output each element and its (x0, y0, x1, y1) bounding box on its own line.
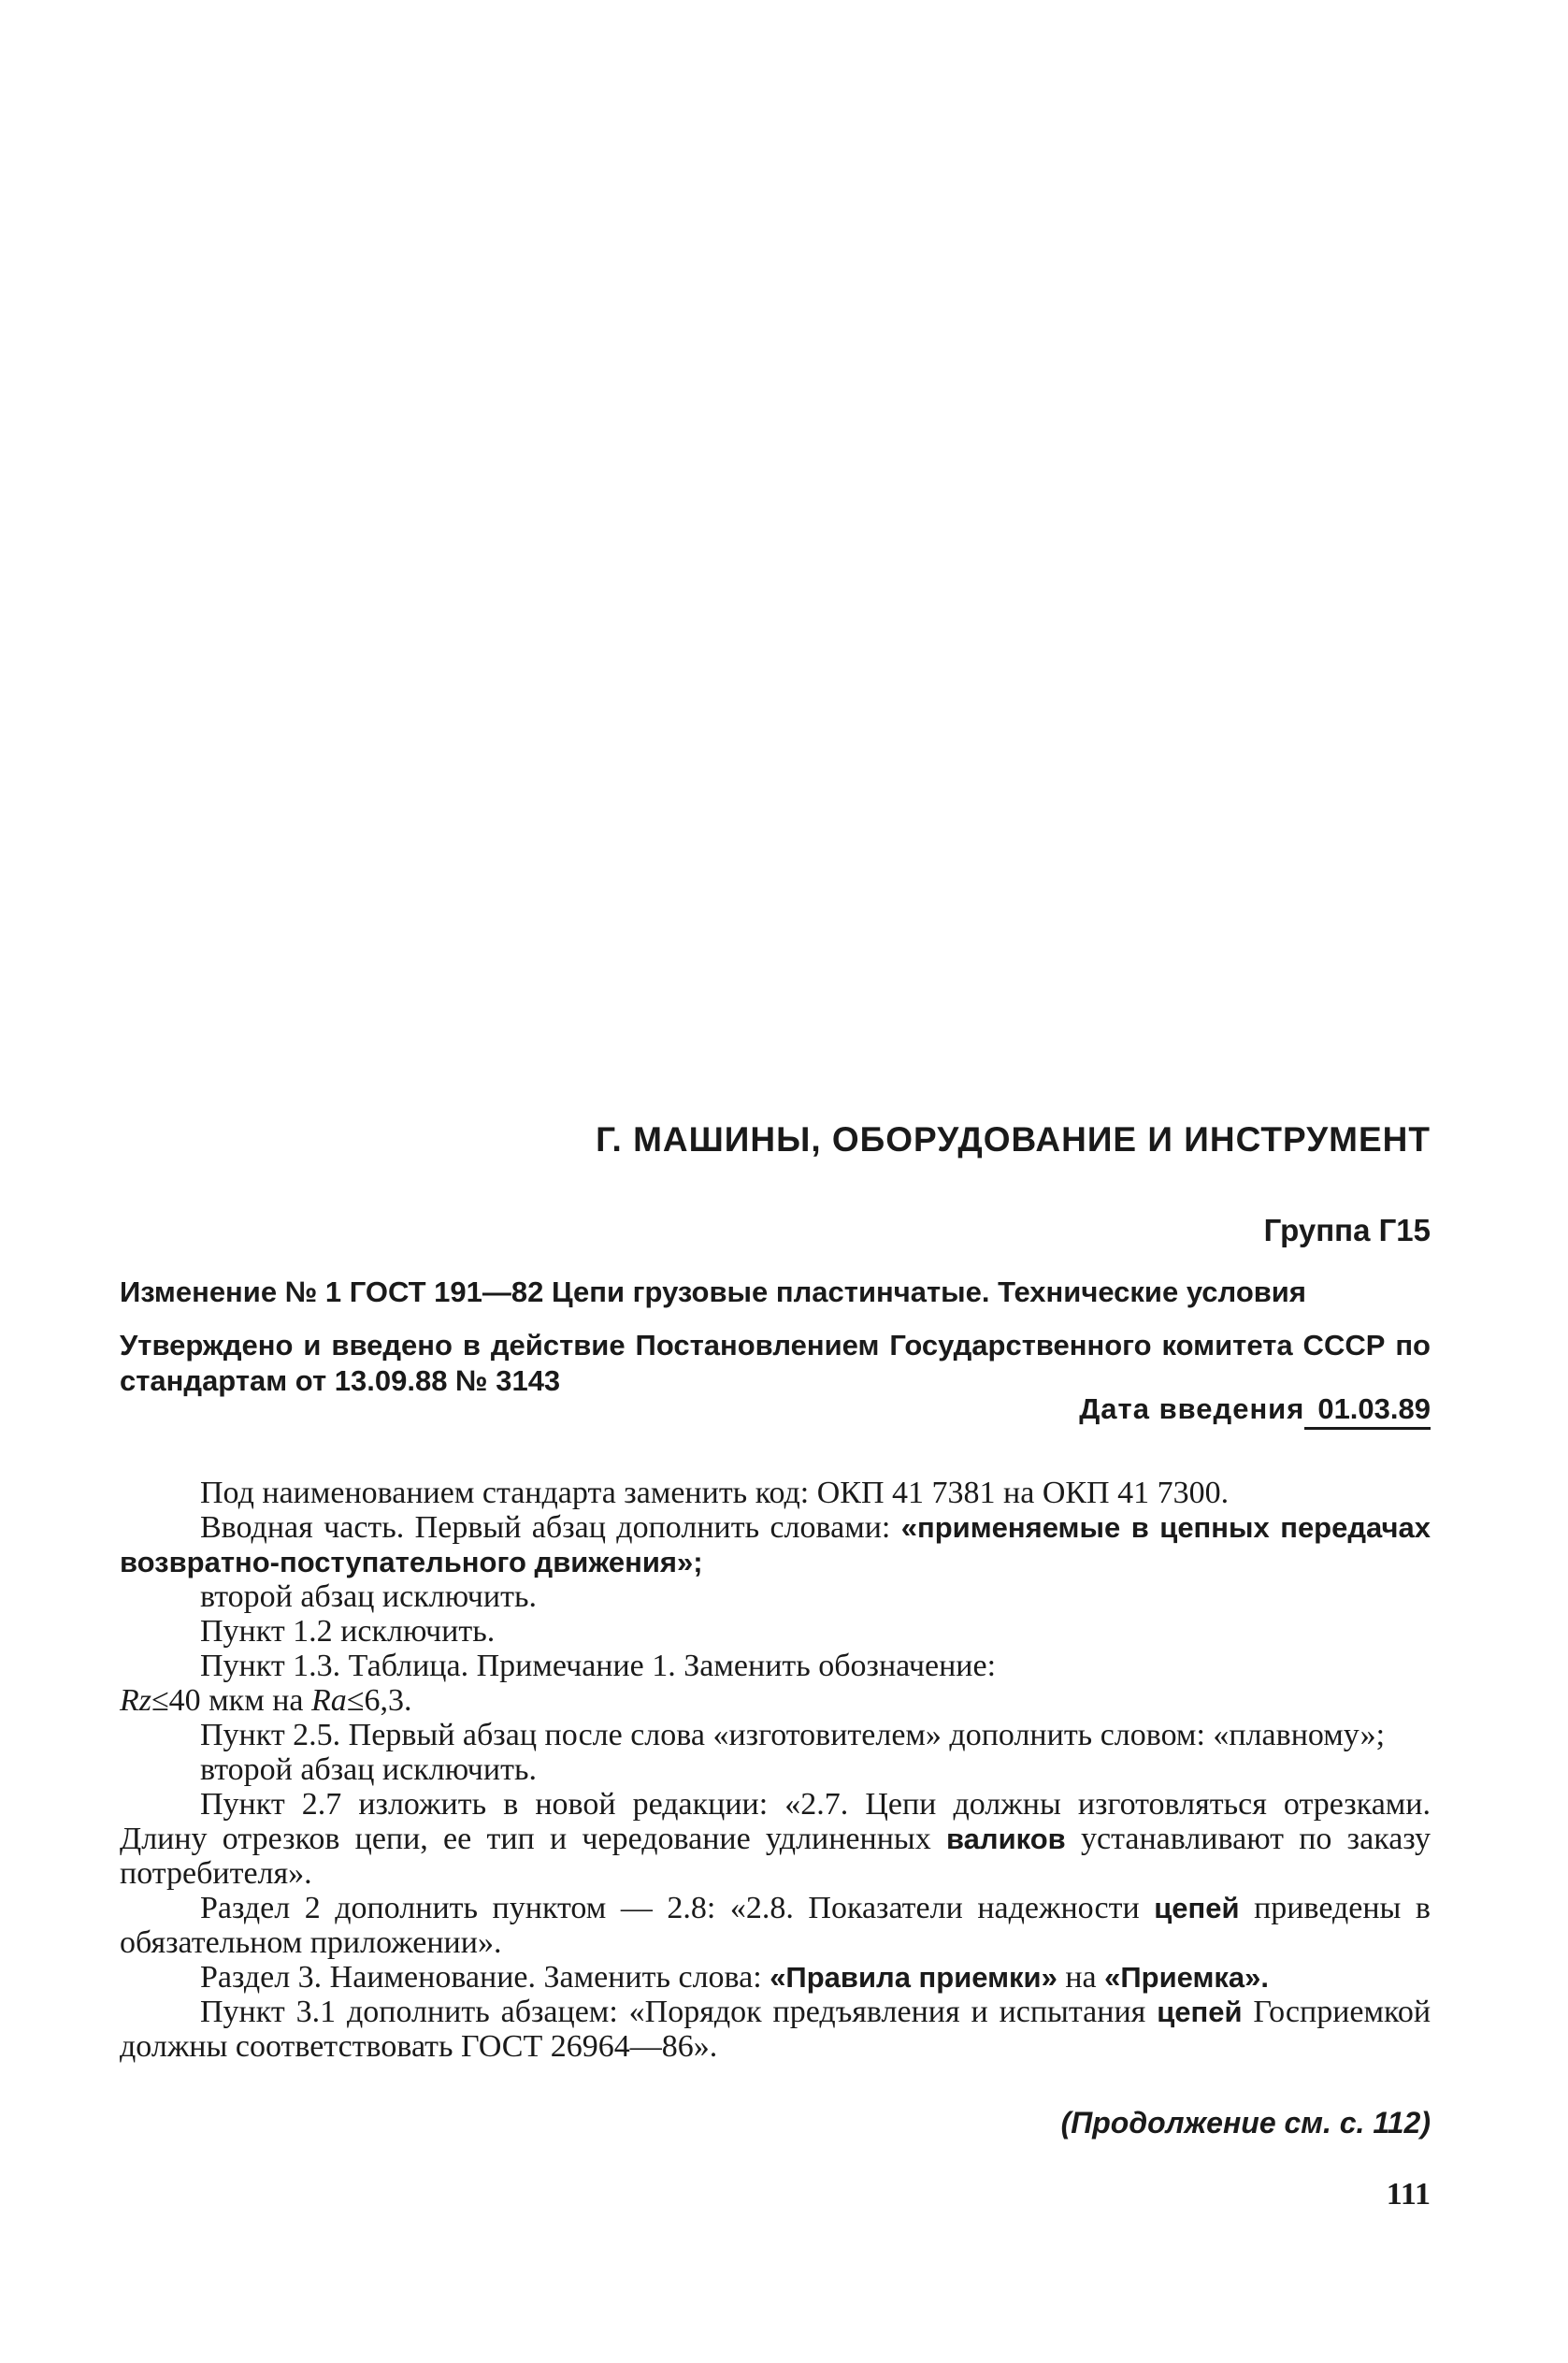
change-title: Изменение № 1 ГОСТ 191—82 Цепи грузовые пластинчатые. Технические условия (120, 1275, 1306, 1308)
paragraph (120, 1787, 1431, 1891)
paragraph: второй абзац исключить. (200, 1579, 537, 1614)
paragraph-bold-text: цепей (1157, 1996, 1243, 2028)
paragraph (120, 1683, 1431, 1718)
paragraph (120, 1995, 1431, 2064)
paragraph-text: Госприемкой должны соответствовать ГОСТ 26964—86». (120, 1995, 1431, 2064)
paragraph: Пункт 1.3. Таблица. Примечание 1. Заменить обозначение: (200, 1649, 997, 1683)
effective-date (842, 1392, 1431, 1426)
group-label: Группа Г15 (1263, 1213, 1431, 1247)
paragraph-bold-text: «применяемые в цепных передачах возвратно-поступательного движения»; (120, 1511, 1431, 1578)
symbol-rz: Rz (120, 1683, 151, 1718)
paragraph-text: Пункт 2.7 изложить в новой редакции: «2.7. Цепи должны изготовляться отрезками. Длину отрезков цепи, ее тип и чередование удлиненных (120, 1787, 1431, 1856)
paragraph-text: ≤6,3. (346, 1683, 412, 1718)
paragraph-text: Пункт 3.1 дополнить абзацем: «Порядок предъявления и испытания (200, 1995, 1158, 2029)
document-body (120, 1476, 1431, 2064)
effective-date-value: 01.03.89 (1304, 1392, 1431, 1430)
paragraph-text: на (1057, 1960, 1105, 1995)
continuation-note: (Продолжение см. с. 112) (1060, 2106, 1431, 2140)
paragraph-text: Раздел 3. Наименование. Заменить слова: (200, 1960, 770, 1995)
paragraph-text: Раздел 2 дополнить пунктом — 2.8: «2.8. Показатели надежности (200, 1891, 1155, 1925)
approval-statement: Утверждено и введено в действие Постановлением Государственного комитета СССР по стандартам от 13.09.88 № 3143 (120, 1329, 1431, 1397)
section-title: Г. МАШИНЫ, ОБОРУДОВАНИЕ И ИНСТРУМЕНТ (596, 1120, 1431, 1159)
symbol-ra: Ra (311, 1683, 347, 1718)
paragraph: Пункт 2.5. Первый абзац после слова «изготовителем» дополнить словом: «плавному»; (200, 1718, 1386, 1752)
paragraph-bold-text: цепей (1154, 1892, 1240, 1924)
paragraph-text: Вводная часть. Первый абзац дополнить словами: (200, 1510, 901, 1545)
paragraph-text: ≤40 мкм на (151, 1683, 311, 1718)
paragraph-bold-text: «Правила приемки» (770, 1961, 1057, 1994)
page-number: 111 (1386, 2177, 1431, 2212)
paragraph (120, 1960, 1431, 1995)
paragraph (120, 1510, 1431, 1579)
paragraph: Пункт 1.2 исключить. (200, 1614, 496, 1649)
paragraph (120, 1891, 1431, 1960)
paragraph: Под наименованием стандарта заменить код: ОКП 41 7381 на ОКП 41 7300. (200, 1476, 1230, 1510)
paragraph-text: устанавливают по заказу потребителя». (120, 1822, 1431, 1891)
paragraph-text: приведены в обязательном приложении». (120, 1891, 1431, 1960)
paragraph-bold-text: «Приемка». (1104, 1961, 1270, 1994)
effective-date-label: Дата введения (1079, 1392, 1305, 1425)
paragraph: второй абзац исключить. (200, 1752, 537, 1787)
paragraph-bold-text: валиков (946, 1823, 1066, 1855)
